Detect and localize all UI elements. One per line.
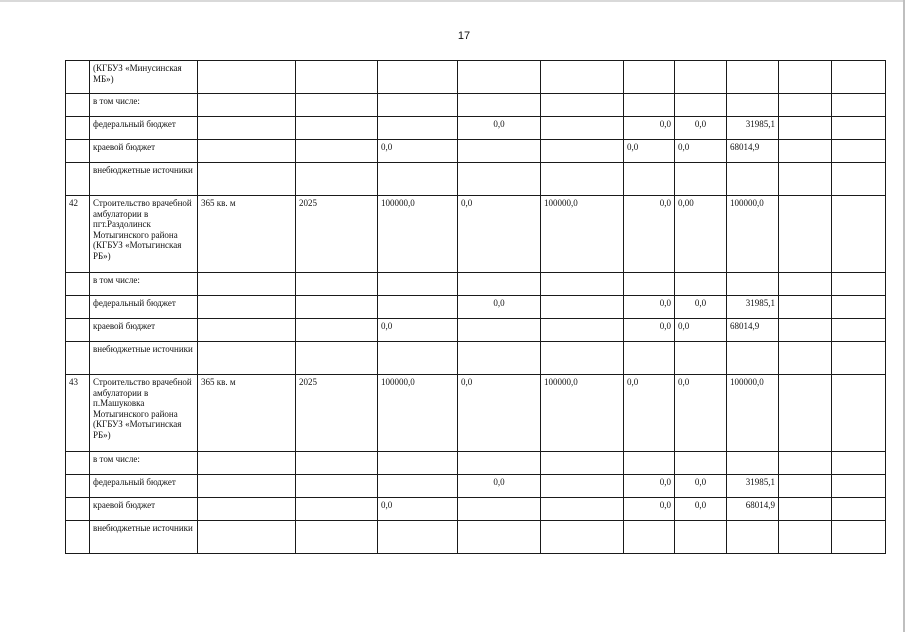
description-cell: федеральный бюджет xyxy=(90,475,198,498)
total-cost-cell: 100000,0 xyxy=(378,375,458,452)
value-cell-5: 0,0 xyxy=(458,375,541,452)
year-cell xyxy=(296,498,378,521)
value-cell-8: 0,0 xyxy=(675,475,727,498)
value-cell-11 xyxy=(832,273,886,296)
value-cell-9: 68014,9 xyxy=(727,140,779,163)
table-row-funding xyxy=(66,163,886,196)
table-row-funding xyxy=(66,342,886,375)
value-cell-6 xyxy=(541,475,624,498)
capacity-cell xyxy=(198,296,296,319)
value-cell-7 xyxy=(624,94,675,117)
value-cell-9: 100000,0 xyxy=(727,196,779,273)
value-cell-5: 0,0 xyxy=(458,296,541,319)
value-cell-5 xyxy=(458,163,541,196)
value-cell-5: 0,0 xyxy=(458,196,541,273)
year-cell xyxy=(296,452,378,475)
value-cell-6 xyxy=(541,498,624,521)
value-cell-10 xyxy=(779,163,832,196)
value-cell-10 xyxy=(779,452,832,475)
value-cell-11 xyxy=(832,319,886,342)
row-number-cell: 43 xyxy=(66,375,90,452)
value-cell-7 xyxy=(624,521,675,554)
value-cell-10 xyxy=(779,475,832,498)
table-row-funding xyxy=(66,140,886,163)
row-number-cell xyxy=(66,273,90,296)
value-cell-6: 100000,0 xyxy=(541,196,624,273)
value-cell-5 xyxy=(458,452,541,475)
value-cell-10 xyxy=(779,94,832,117)
value-cell-11 xyxy=(832,163,886,196)
capacity-cell xyxy=(198,319,296,342)
value-cell-6 xyxy=(541,140,624,163)
total-cost-cell xyxy=(378,521,458,554)
value-cell-6 xyxy=(541,452,624,475)
value-cell-5: 0,0 xyxy=(458,475,541,498)
year-cell xyxy=(296,163,378,196)
description-cell: в том числе: xyxy=(90,94,198,117)
value-cell-9 xyxy=(727,342,779,375)
budget-table xyxy=(65,60,886,554)
value-cell-7: 0,0 xyxy=(624,498,675,521)
value-cell-10 xyxy=(779,296,832,319)
description-cell: Строительство врачебной амбулатории в п.Машуковка Мотыгинского района (КГБУЗ «Мотыгинская РБ») xyxy=(90,375,198,452)
value-cell-10 xyxy=(779,117,832,140)
description-cell: внебюджетные источники xyxy=(90,163,198,196)
row-number-cell xyxy=(66,475,90,498)
value-cell-11 xyxy=(832,296,886,319)
row-number-cell xyxy=(66,498,90,521)
value-cell-8: 0,0 xyxy=(675,140,727,163)
value-cell-6 xyxy=(541,319,624,342)
year-cell xyxy=(296,61,378,94)
table-row-funding xyxy=(66,273,886,296)
value-cell-9 xyxy=(727,273,779,296)
value-cell-7: 0,0 xyxy=(624,140,675,163)
value-cell-9: 31985,1 xyxy=(727,117,779,140)
value-cell-5 xyxy=(458,319,541,342)
value-cell-9 xyxy=(727,94,779,117)
total-cost-cell xyxy=(378,94,458,117)
row-number-cell xyxy=(66,319,90,342)
value-cell-6 xyxy=(541,296,624,319)
capacity-cell xyxy=(198,94,296,117)
description-cell: краевой бюджет xyxy=(90,140,198,163)
value-cell-9: 68014,9 xyxy=(727,319,779,342)
capacity-cell xyxy=(198,163,296,196)
value-cell-7: 0,0 xyxy=(624,196,675,273)
year-cell xyxy=(296,273,378,296)
row-number-cell: 42 xyxy=(66,196,90,273)
value-cell-6 xyxy=(541,163,624,196)
year-cell xyxy=(296,117,378,140)
total-cost-cell: 0,0 xyxy=(378,319,458,342)
description-cell: федеральный бюджет xyxy=(90,117,198,140)
value-cell-7: 0,0 xyxy=(624,375,675,452)
value-cell-7 xyxy=(624,452,675,475)
value-cell-11 xyxy=(832,521,886,554)
total-cost-cell: 100000,0 xyxy=(378,196,458,273)
capacity-cell xyxy=(198,498,296,521)
description-cell: краевой бюджет xyxy=(90,319,198,342)
total-cost-cell xyxy=(378,296,458,319)
value-cell-9: 31985,1 xyxy=(727,475,779,498)
row-number-cell xyxy=(66,163,90,196)
capacity-cell xyxy=(198,140,296,163)
table-row-funding xyxy=(66,475,886,498)
value-cell-6: 100000,0 xyxy=(541,375,624,452)
row-number-cell xyxy=(66,61,90,94)
value-cell-10 xyxy=(779,61,832,94)
value-cell-9 xyxy=(727,452,779,475)
value-cell-11 xyxy=(832,140,886,163)
value-cell-10 xyxy=(779,375,832,452)
value-cell-10 xyxy=(779,498,832,521)
value-cell-8 xyxy=(675,342,727,375)
table-row-object xyxy=(66,196,886,273)
row-number-cell xyxy=(66,296,90,319)
year-cell xyxy=(296,319,378,342)
description-cell: внебюджетные источники xyxy=(90,342,198,375)
total-cost-cell: 0,0 xyxy=(378,140,458,163)
description-cell: (КГБУЗ «Минусинская МБ») xyxy=(90,61,198,94)
value-cell-9: 68014,9 xyxy=(727,498,779,521)
page-number: 17 xyxy=(457,30,471,42)
value-cell-5 xyxy=(458,94,541,117)
capacity-cell xyxy=(198,475,296,498)
year-cell xyxy=(296,521,378,554)
table-row-funding xyxy=(66,498,886,521)
table-row-funding xyxy=(66,319,886,342)
value-cell-11 xyxy=(832,342,886,375)
row-number-cell xyxy=(66,342,90,375)
total-cost-cell xyxy=(378,342,458,375)
value-cell-6 xyxy=(541,94,624,117)
value-cell-5 xyxy=(458,521,541,554)
table-row-funding xyxy=(66,521,886,554)
value-cell-10 xyxy=(779,319,832,342)
value-cell-8: 0,0 xyxy=(675,319,727,342)
value-cell-8 xyxy=(675,94,727,117)
table-row-funding xyxy=(66,452,886,475)
value-cell-7 xyxy=(624,273,675,296)
value-cell-5 xyxy=(458,140,541,163)
value-cell-6 xyxy=(541,273,624,296)
value-cell-5 xyxy=(458,342,541,375)
total-cost-cell xyxy=(378,475,458,498)
capacity-cell xyxy=(198,117,296,140)
capacity-cell: 365 кв. м xyxy=(198,375,296,452)
value-cell-9: 100000,0 xyxy=(727,375,779,452)
year-cell xyxy=(296,140,378,163)
table-row-funding xyxy=(66,296,886,319)
table-row-funding xyxy=(66,61,886,94)
total-cost-cell: 0,0 xyxy=(378,498,458,521)
capacity-cell xyxy=(198,273,296,296)
description-cell: Строительство врачебной амбулатории в пгт.Раздолинск Мотыгинского района (КГБУЗ «Мотыгинская РБ») xyxy=(90,196,198,273)
value-cell-7 xyxy=(624,163,675,196)
capacity-cell: 365 кв. м xyxy=(198,196,296,273)
description-cell: в том числе: xyxy=(90,273,198,296)
value-cell-10 xyxy=(779,342,832,375)
value-cell-11 xyxy=(832,196,886,273)
value-cell-11 xyxy=(832,61,886,94)
year-cell xyxy=(296,94,378,117)
row-number-cell xyxy=(66,452,90,475)
value-cell-6 xyxy=(541,61,624,94)
value-cell-11 xyxy=(832,117,886,140)
value-cell-8: 0,00 xyxy=(675,196,727,273)
value-cell-6 xyxy=(541,117,624,140)
value-cell-6 xyxy=(541,521,624,554)
value-cell-8: 0,0 xyxy=(675,498,727,521)
value-cell-7: 0,0 xyxy=(624,296,675,319)
value-cell-8 xyxy=(675,61,727,94)
value-cell-8: 0,0 xyxy=(675,117,727,140)
capacity-cell xyxy=(198,521,296,554)
capacity-cell xyxy=(198,342,296,375)
description-cell: федеральный бюджет xyxy=(90,296,198,319)
description-cell: в том числе: xyxy=(90,452,198,475)
value-cell-11 xyxy=(832,475,886,498)
value-cell-10 xyxy=(779,521,832,554)
value-cell-7: 0,0 xyxy=(624,319,675,342)
value-cell-10 xyxy=(779,273,832,296)
description-cell: краевой бюджет xyxy=(90,498,198,521)
value-cell-8: 0,0 xyxy=(675,375,727,452)
value-cell-10 xyxy=(779,196,832,273)
page-edge-top xyxy=(0,0,905,2)
value-cell-7 xyxy=(624,342,675,375)
value-cell-5 xyxy=(458,61,541,94)
year-cell xyxy=(296,475,378,498)
table-row-funding xyxy=(66,117,886,140)
value-cell-9: 31985,1 xyxy=(727,296,779,319)
value-cell-9 xyxy=(727,61,779,94)
value-cell-8 xyxy=(675,273,727,296)
value-cell-8 xyxy=(675,452,727,475)
value-cell-6 xyxy=(541,342,624,375)
value-cell-7 xyxy=(624,61,675,94)
value-cell-11 xyxy=(832,452,886,475)
capacity-cell xyxy=(198,61,296,94)
row-number-cell xyxy=(66,94,90,117)
year-cell: 2025 xyxy=(296,375,378,452)
value-cell-11 xyxy=(832,94,886,117)
table-row-object xyxy=(66,375,886,452)
value-cell-8 xyxy=(675,163,727,196)
total-cost-cell xyxy=(378,273,458,296)
value-cell-5: 0,0 xyxy=(458,117,541,140)
value-cell-5 xyxy=(458,498,541,521)
row-number-cell xyxy=(66,140,90,163)
row-number-cell xyxy=(66,521,90,554)
table-row-funding xyxy=(66,94,886,117)
value-cell-8 xyxy=(675,521,727,554)
year-cell: 2025 xyxy=(296,196,378,273)
total-cost-cell xyxy=(378,61,458,94)
value-cell-7: 0,0 xyxy=(624,117,675,140)
value-cell-5 xyxy=(458,273,541,296)
value-cell-7: 0,0 xyxy=(624,475,675,498)
total-cost-cell xyxy=(378,452,458,475)
total-cost-cell xyxy=(378,163,458,196)
year-cell xyxy=(296,342,378,375)
row-number-cell xyxy=(66,117,90,140)
value-cell-11 xyxy=(832,498,886,521)
value-cell-11 xyxy=(832,375,886,452)
value-cell-8: 0,0 xyxy=(675,296,727,319)
total-cost-cell xyxy=(378,117,458,140)
capacity-cell xyxy=(198,452,296,475)
value-cell-9 xyxy=(727,521,779,554)
year-cell xyxy=(296,296,378,319)
value-cell-10 xyxy=(779,140,832,163)
description-cell: внебюджетные источники xyxy=(90,521,198,554)
value-cell-9 xyxy=(727,163,779,196)
